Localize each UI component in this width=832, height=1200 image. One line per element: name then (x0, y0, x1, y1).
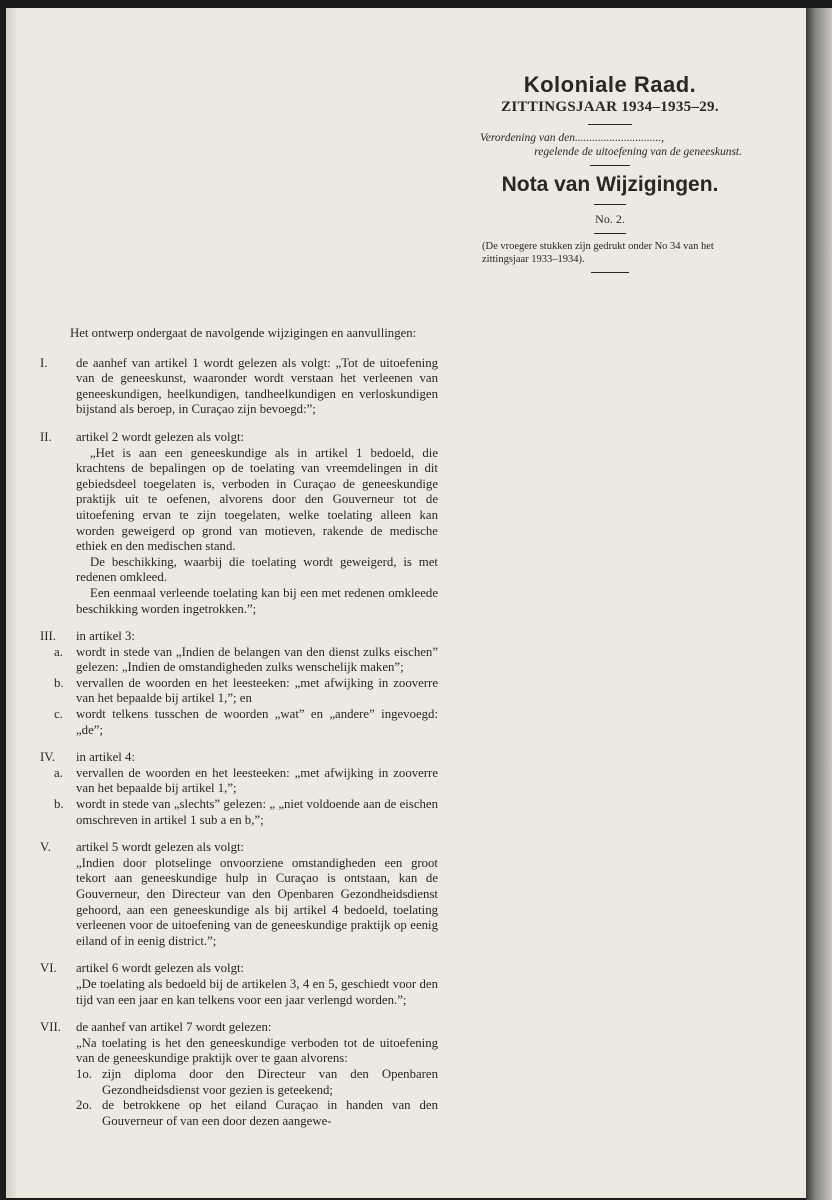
enum-number: 1o. (76, 1066, 92, 1081)
ordinance-line-2: regelende de uitoefening van de geneeskunst. (534, 146, 742, 158)
article-vii (40, 1020, 438, 1129)
sub-letter: a. (54, 765, 63, 780)
document-body (40, 326, 438, 1141)
article-ii (40, 430, 438, 617)
article-number: VII. (40, 1020, 61, 1035)
divider (591, 272, 629, 273)
sub-text: vervallen de woorden en het leesteeken: „met afwijking in zooverre van het bepaalde bij artikel 1,”; (76, 765, 438, 796)
sub-item-c (54, 707, 438, 738)
article-paragraph: „Het is aan een geneeskundige als in artikel 1 bedoeld, die krachtens de bepalingen op de toelating van vreemdelingen in dit gebiedsdeel toegelaten is, verboden in Curaçao de geneeskundige praktijk uit te oefenen, alvorens door den Gouverneur tot de uitoefening ervan te zijn toegelaten, welke toelating alleen kan worden geweigerd op grond van motieven, rakende de medische ethiek en den medischen stand. (76, 445, 438, 554)
article-number: I. (40, 355, 48, 370)
sub-letter: a. (54, 644, 63, 659)
sub-item-b (54, 675, 438, 707)
article-paragraph: „De toelating als bedoeld bij de artikelen 3, 4 en 5, geschiedt voor den tijd van een jaar en kan telkens voor een jaar verlengd worden.”; (76, 976, 438, 1007)
article-number: V. (40, 840, 51, 855)
article-number: II. (40, 429, 52, 444)
enum-item-1 (76, 1067, 438, 1098)
article-lead: de aanhef van artikel 7 wordt gelezen: (76, 1020, 272, 1035)
article-iii (40, 629, 438, 738)
article-lead: artikel 6 wordt gelezen als volgt: (76, 961, 245, 976)
document-title: Nota van Wijzigingen. (501, 173, 719, 196)
sub-letter: c. (54, 707, 63, 722)
sub-item-a (54, 765, 438, 797)
sub-letter: b. (54, 675, 64, 690)
sub-item-a (54, 644, 438, 676)
divider (594, 204, 626, 205)
article-lead: in artikel 4: (76, 750, 135, 765)
article-lead: artikel 5 wordt gelezen als volgt: (76, 840, 245, 855)
page-left-edge (6, 8, 16, 1198)
sub-text: wordt telkens tusschen de woorden „wat” en „andere” ingevoegd: „de”; (76, 707, 438, 737)
enum-item-2 (76, 1098, 438, 1129)
session-year: ZITTINGSJAAR 1934–1935–29. (501, 99, 719, 115)
article-text: de aanhef van artikel 1 wordt gelezen als volgt: „Tot de uitoefening van de geneeskunst, waaronder wordt verstaan het verleenen van geneeskundigen, heelkundigen, tandheelkundigen en verloskundigen bijstand als beroep, in Curaçao zijn bevoegd:”; (76, 355, 438, 417)
ordinance-line-1: Verordening van den.............................., (480, 132, 665, 144)
article-number: VI. (40, 961, 57, 976)
sub-letter: b. (54, 797, 64, 812)
divider (594, 233, 626, 234)
article-number: IV. (40, 750, 56, 765)
divider (590, 165, 630, 166)
document-page (6, 8, 806, 1198)
document-header (478, 72, 742, 279)
ordinance-subject (478, 131, 742, 159)
sub-text: wordt in stede van „Indien de belangen van den dienst zulks eischen” gelezen: „Indien de omstandigheden zulks wenschelijk maken”; (76, 644, 438, 675)
enum-text: de betrokkene op het eiland Curaçao in handen van den Gouverneur of van een door dezen aangewe- (102, 1098, 438, 1128)
earlier-docs-note: (De vroegere stukken zijn gedrukt onder No 34 van het zittingsjaar 1933–1934). (482, 241, 714, 265)
sub-text: wordt in stede van „slechts” gelezen: „ „niet voldoende aan de eischen omschreven in artikel 1 sub a en b,”; (76, 797, 438, 827)
article-paragraph: Een eenmaal verleende toelating kan bij een met redenen omkleede beschikking worden ingetrokken.”; (76, 585, 438, 616)
article-lead: artikel 2 wordt gelezen als volgt: (76, 429, 245, 444)
divider (588, 124, 632, 125)
article-paragraph: „Na toelating is het den geneeskundige verboden tot de uitoefening van de geneeskundige praktijk over te gaan alvorens: (76, 1035, 438, 1066)
page-right-edge (806, 8, 832, 1200)
sub-text: vervallen de woorden en het leesteeken: „met afwijking in zooverre van het bepaalde bij artikel 1,”; en (76, 675, 438, 706)
article-paragraph: „Indien door plotselinge onvoorziene omstandigheden een groot tekort aan geneeskundige hulp in Curaçao is ontstaan, kan de Gouverneur, den Directeur van den Openbaren Gezondheidsdienst gehoord, aan een geneeskundige als bij artikel 4 bedoeld, toelating verleenen voor de uitoefening van de geneeskundige praktijk op eenig eiland of in eenig district.”; (76, 855, 438, 948)
article-paragraph: De beschikking, waarbij die toelating wordt geweigerd, is met redenen omkleed. (76, 554, 438, 585)
article-lead: in artikel 3: (76, 629, 135, 644)
document-number: No. 2. (595, 212, 625, 226)
article-v (40, 840, 438, 949)
sub-item-b (54, 797, 438, 828)
enum-text: zijn diploma door den Directeur van den Openbaren Gezondheidsdienst voor gezien is geteekend; (102, 1066, 438, 1097)
council-title: Koloniale Raad. (523, 72, 697, 97)
enum-number: 2o. (76, 1098, 92, 1113)
article-i (40, 356, 438, 418)
article-vi (40, 961, 438, 1008)
intro-paragraph: Het ontwerp ondergaat de navolgende wijzigingen en aanvullingen: (70, 326, 417, 340)
article-iv (40, 750, 438, 828)
article-number: III. (40, 629, 56, 644)
